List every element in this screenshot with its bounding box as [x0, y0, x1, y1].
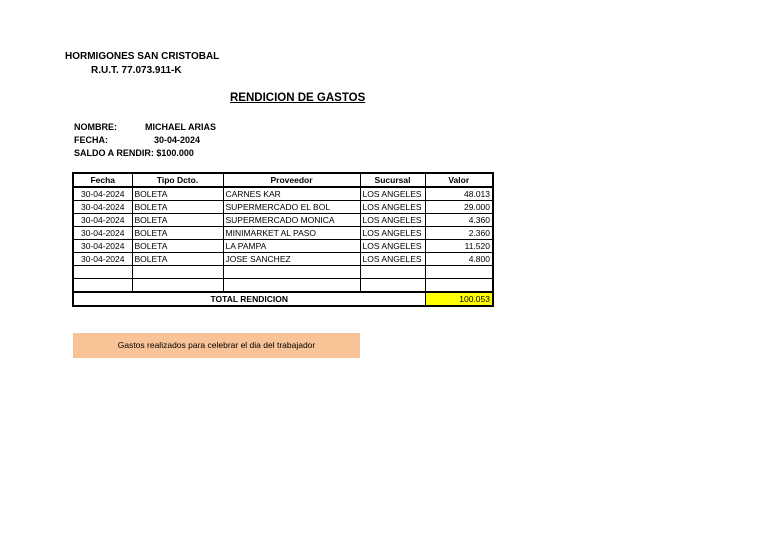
empty-cell [425, 279, 493, 293]
table-header-row [73, 173, 493, 187]
cell-tipo-dcto: BOLETA [132, 187, 223, 201]
empty-cell [223, 266, 360, 279]
cell-valor: 11.520 [425, 240, 493, 253]
cell-fecha: 30-04-2024 [73, 240, 132, 253]
header-sucursal: Sucursal [360, 173, 425, 187]
table-row [73, 201, 493, 214]
total-row [73, 292, 493, 306]
empty-cell [73, 266, 132, 279]
empty-cell [73, 279, 132, 293]
company-rut: R.U.T. 77.073.911-K [91, 65, 182, 76]
saldo-a-rendir: SALDO A RENDIR: $100.000 [74, 148, 194, 158]
header-fecha: Fecha [73, 173, 132, 187]
total-rendicion-label: TOTAL RENDICION [73, 292, 425, 306]
cell-fecha: 30-04-2024 [73, 227, 132, 240]
nombre-label: NOMBRE: [74, 122, 117, 132]
cell-sucursal: LOS ANGELES [360, 187, 425, 201]
cell-tipo-dcto: BOLETA [132, 240, 223, 253]
cell-proveedor: JOSE SANCHEZ [223, 253, 360, 266]
cell-proveedor: SUPERMERCADO MONICA [223, 214, 360, 227]
note-box: Gastos realizados para celebrar el dia del trabajador [73, 333, 360, 358]
cell-valor: 29.000 [425, 201, 493, 214]
cell-sucursal: LOS ANGELES [360, 227, 425, 240]
company-name: HORMIGONES SAN CRISTOBAL [65, 51, 220, 62]
cell-proveedor: CARNES KAR [223, 187, 360, 201]
cell-sucursal: LOS ANGELES [360, 214, 425, 227]
table-row-empty [73, 279, 493, 293]
header-proveedor: Proveedor [223, 173, 360, 187]
cell-tipo-dcto: BOLETA [132, 253, 223, 266]
cell-proveedor: SUPERMERCADO EL BOL [223, 201, 360, 214]
page-title: RENDICION DE GASTOS [230, 92, 366, 104]
cell-fecha: 30-04-2024 [73, 214, 132, 227]
nombre-value: MICHAEL ARIAS [145, 122, 217, 132]
empty-cell [360, 279, 425, 293]
cell-valor: 4.360 [425, 214, 493, 227]
cell-tipo-dcto: BOLETA [132, 214, 223, 227]
cell-fecha: 30-04-2024 [73, 201, 132, 214]
cell-proveedor: MINIMARKET AL PASO [223, 227, 360, 240]
cell-valor: 2.360 [425, 227, 493, 240]
cell-fecha: 30-04-2024 [73, 187, 132, 201]
cell-sucursal: LOS ANGELES [360, 201, 425, 214]
cell-valor: 48.013 [425, 187, 493, 201]
cell-valor: 4.800 [425, 253, 493, 266]
table-row [73, 253, 493, 266]
cell-fecha: 30-04-2024 [73, 253, 132, 266]
table-row [73, 240, 493, 253]
cell-tipo-dcto: BOLETA [132, 227, 223, 240]
header-valor: Valor [425, 173, 493, 187]
table-row [73, 227, 493, 240]
cell-tipo-dcto: BOLETA [132, 201, 223, 214]
cell-proveedor: LA PAMPA [223, 240, 360, 253]
empty-cell [132, 279, 223, 293]
cell-sucursal: LOS ANGELES [360, 253, 425, 266]
empty-cell [132, 266, 223, 279]
table-row-empty [73, 266, 493, 279]
header-tipo-dcto: Tipo Dcto. [132, 173, 223, 187]
empty-cell [425, 266, 493, 279]
cell-sucursal: LOS ANGELES [360, 240, 425, 253]
fecha-value: 30-04-2024 [154, 135, 201, 145]
empty-cell [223, 279, 360, 293]
table-row [73, 187, 493, 201]
total-rendicion-value: 100.053 [425, 292, 493, 306]
expenses-table [72, 172, 494, 307]
table-row [73, 214, 493, 227]
empty-cell [360, 266, 425, 279]
fecha-label: FECHA: [74, 135, 108, 145]
